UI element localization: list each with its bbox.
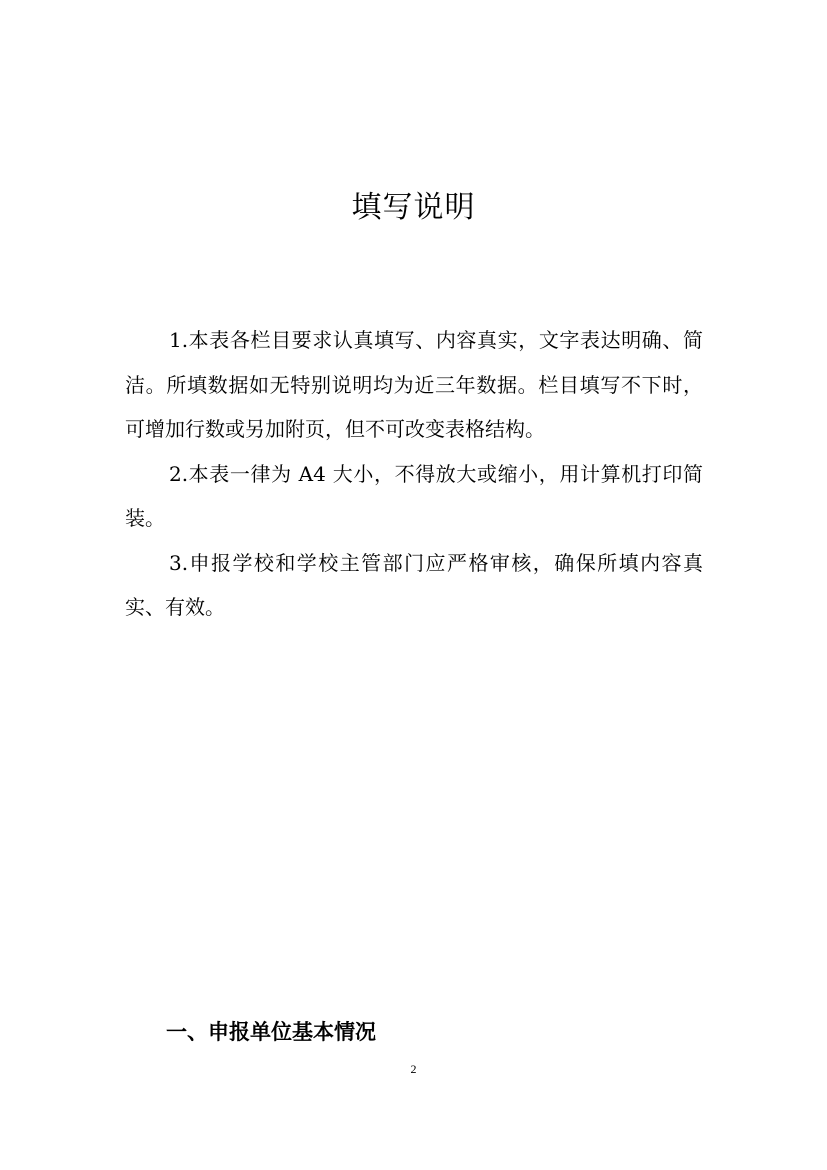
section-heading: 一、申报单位基本情况 [166, 1020, 376, 1044]
instructions-body [125, 318, 703, 630]
instruction-paragraph-3: 3.申报学校和学校主管部门应严格审核，确保所填内容真实、有效。 [125, 550, 703, 619]
page-title: 填写说明 [351, 190, 476, 225]
instruction-paragraph-1: 1.本表各栏目要求认真填写、内容真实，文字表达明确、简洁。所填数据如无特别说明均为近三年数据。栏目填写不下时，可增加行数或另加附页，但不可改变表格结构。 [125, 328, 703, 441]
page-number: 2 [410, 1062, 417, 1076]
instruction-paragraph-2: 2.本表一律为 A4 大小，不得放大或缩小，用计算机打印简装。 [125, 461, 703, 530]
